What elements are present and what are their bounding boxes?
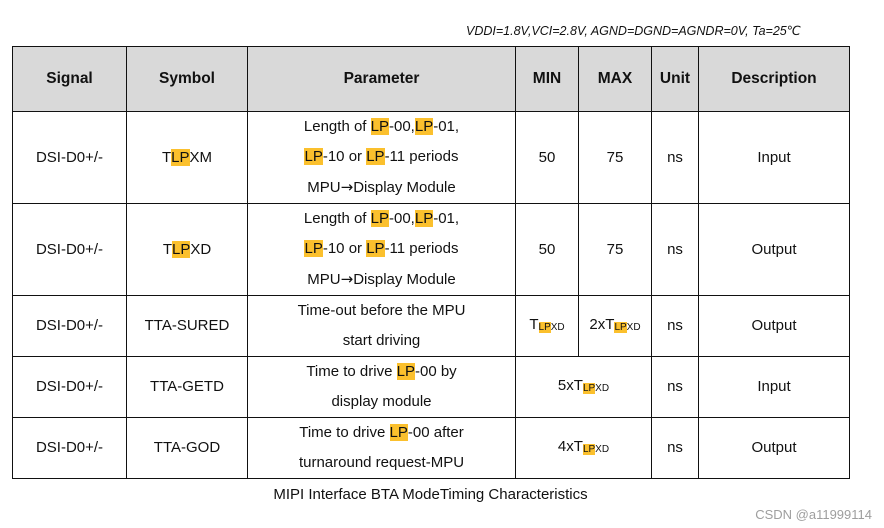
symbol-text: T (162, 240, 172, 258)
header-description: Description (699, 47, 850, 112)
value-subscript-highlight: LP (614, 321, 627, 333)
description-cell: Output (699, 204, 850, 296)
symbol-highlight: LP (171, 240, 191, 258)
test-conditions: VDDI=1.8V,VCI=2.8V, AGND=DGND=AGNDR=0V, Ta=25℃ (466, 24, 801, 38)
header-parameter: Parameter (248, 47, 516, 112)
symbol-cell (127, 204, 248, 296)
parameter-text: -00, (389, 118, 415, 135)
symbol-text: XD (190, 240, 212, 258)
table-row (13, 357, 850, 418)
parameter-text: -11 periods (384, 148, 459, 165)
max-cell (579, 296, 652, 357)
signal-cell: DSI-D0+/- (13, 357, 127, 418)
value-text: T (529, 315, 539, 333)
symbol-text: T (161, 148, 172, 166)
value-subscript: XD (595, 382, 610, 394)
signal-cell: DSI-D0+/- (13, 296, 127, 357)
symbol-text: XM (189, 148, 213, 166)
parameter-line: Time-out before the MPU (297, 302, 466, 319)
parameter-line: turnaround request-MPU (298, 454, 465, 471)
description-cell: Input (699, 112, 850, 204)
parameter-line (250, 418, 513, 448)
parameter-cell (248, 357, 516, 418)
arrow-right-icon: → (340, 270, 354, 288)
value-text: 4xT (557, 437, 583, 455)
parameter-text: Display Module (353, 271, 456, 288)
watermark: CSDN @a11999114 (755, 507, 872, 522)
min-cell: 50 (516, 204, 579, 296)
parameter-line (250, 112, 513, 142)
symbol-cell: TTA-SURED (127, 296, 248, 357)
symbol-cell: TTA-GETD (127, 357, 248, 418)
unit-cell: ns (652, 204, 699, 296)
symbol-highlight: LP (171, 148, 190, 166)
parameter-text: -10 or (322, 240, 367, 257)
parameter-highlight: LP (414, 118, 434, 135)
table-row (13, 112, 850, 204)
table-row (13, 204, 850, 296)
unit-cell: ns (652, 418, 699, 479)
symbol-cell: TTA-GOD (127, 418, 248, 479)
parameter-line (250, 234, 513, 264)
parameter-highlight: LP (366, 240, 385, 257)
parameter-text: -10 or (322, 148, 367, 165)
header-max: MAX (579, 47, 652, 112)
parameter-text: -01, (433, 118, 460, 135)
parameter-highlight: LP (396, 363, 415, 380)
parameter-text: -00, (389, 210, 415, 227)
arrow-right-icon: → (340, 178, 354, 196)
value-subscript: XD (626, 321, 641, 333)
parameter-highlight: LP (304, 148, 323, 165)
parameter-highlight: LP (414, 210, 434, 227)
max-cell: 75 (579, 112, 652, 204)
header-symbol: Symbol (127, 47, 248, 112)
table-caption: MIPI Interface BTA ModeTiming Characteristics (273, 486, 588, 503)
parameter-line (250, 264, 513, 295)
description-cell: Input (699, 357, 850, 418)
header-min: MIN (516, 47, 579, 112)
value-subscript-highlight: LP (538, 321, 551, 333)
min-cell: 50 (516, 112, 579, 204)
value-text: 2xT (589, 315, 615, 333)
value-subscript-highlight: LP (582, 382, 596, 394)
min-max-cell (516, 357, 652, 418)
value-text: 5xT (557, 376, 583, 394)
signal-cell: DSI-D0+/- (13, 112, 127, 204)
parameter-line: start driving (342, 332, 421, 349)
parameter-text: Time to drive (299, 424, 390, 441)
parameter-cell (248, 296, 516, 357)
parameter-text: -00 by (414, 363, 457, 380)
timing-characteristics-table (12, 46, 850, 479)
parameter-highlight: LP (370, 210, 389, 227)
parameter-line (250, 142, 513, 172)
value-subscript: XD (550, 321, 565, 333)
parameter-text: Length of (303, 118, 371, 135)
min-max-cell (516, 418, 652, 479)
signal-cell: DSI-D0+/- (13, 418, 127, 479)
parameter-text: MPU (307, 271, 341, 288)
table-header-row (13, 47, 850, 112)
parameter-line (250, 204, 513, 234)
parameter-highlight: LP (366, 148, 385, 165)
parameter-text: Display Module (353, 179, 456, 196)
min-cell (516, 296, 579, 357)
signal-cell: DSI-D0+/- (13, 204, 127, 296)
parameter-text: -11 periods (384, 240, 459, 257)
table-row (13, 296, 850, 357)
parameter-cell (248, 204, 516, 296)
parameter-text: -01, (433, 210, 460, 227)
value-subscript: XD (595, 443, 610, 455)
symbol-cell (127, 112, 248, 204)
unit-cell: ns (652, 112, 699, 204)
description-cell: Output (699, 296, 850, 357)
max-cell: 75 (579, 204, 652, 296)
parameter-line (250, 172, 513, 203)
parameter-highlight: LP (370, 118, 389, 135)
parameter-line (250, 357, 513, 387)
unit-cell: ns (652, 296, 699, 357)
table-row (13, 418, 850, 479)
parameter-text: MPU (307, 179, 341, 196)
value-subscript-highlight: LP (582, 443, 596, 455)
parameter-highlight: LP (389, 424, 408, 441)
header-signal: Signal (13, 47, 127, 112)
parameter-text: Length of (303, 210, 371, 227)
parameter-cell (248, 112, 516, 204)
description-cell: Output (699, 418, 850, 479)
parameter-line: display module (331, 393, 432, 410)
unit-cell: ns (652, 357, 699, 418)
parameter-highlight: LP (304, 240, 323, 257)
parameter-text: -00 after (407, 424, 464, 441)
parameter-text: Time to drive (306, 363, 397, 380)
parameter-cell (248, 418, 516, 479)
header-unit: Unit (652, 47, 699, 112)
